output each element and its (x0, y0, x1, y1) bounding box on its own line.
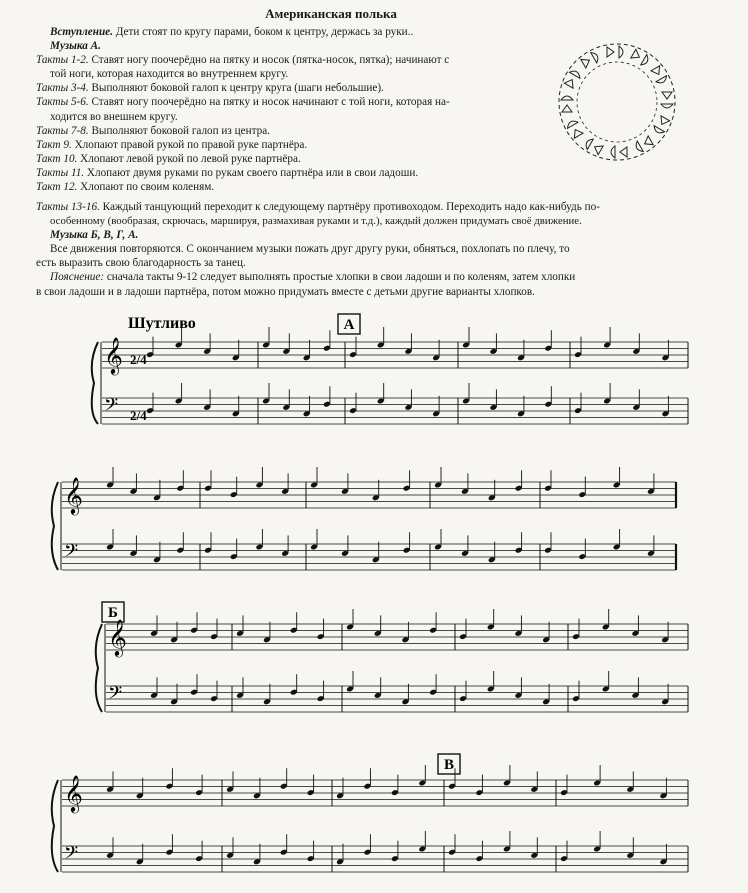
music-a-label: Музыка А. (50, 40, 101, 53)
dancer-d-shape (611, 146, 615, 158)
score-system-2 (0, 466, 748, 596)
treble-staff (62, 467, 676, 515)
dancer-triangle (592, 142, 603, 154)
dancer-triangle (651, 66, 663, 77)
tempo-marking: Шутливо (128, 315, 196, 332)
bar-line-7 (36, 166, 536, 180)
bar-line-5 (36, 138, 536, 152)
treble-clef-icon: 𝄞 (64, 477, 83, 513)
time-signature-treble: 2/4 (130, 352, 147, 367)
intro-text: Дети стоят по кругу парами, боком к центру, держась за руки.. (115, 26, 414, 38)
dancer-d-shape (634, 141, 643, 153)
treble-staff (62, 765, 688, 813)
dancer-triangle (620, 147, 627, 157)
bar-text: Хлопают левой рукой по левой руке партнёра. (80, 152, 301, 165)
bar-label: Такты 3-4. (36, 82, 89, 95)
dancer-pair (561, 96, 573, 112)
rehearsal-mark-b: Б (108, 605, 118, 621)
treble-clef-icon: 𝄞 (104, 337, 123, 373)
bar-text: Ставят ногу поочерёдно на пятку и носок (пятка-носок, пятка); начинают с (91, 54, 450, 67)
dancer-d-shape (619, 46, 623, 58)
bass-clef-icon: 𝄢 (64, 540, 79, 565)
repeat-line-cont: есть выразить свою благодарность за танец. (36, 257, 246, 270)
note-line-cont: в свои ладоши и в ладоши партнёра, потом можно придумать вместе с детьми другие варианты хлопков. (36, 285, 535, 298)
treble-clef-icon: 𝄞 (108, 619, 127, 655)
dancer-pair (634, 135, 654, 153)
brace (96, 624, 102, 712)
instructions-text-wide (36, 200, 702, 299)
bass-staff (106, 671, 688, 712)
bass-staff (62, 529, 676, 570)
score-system-4 (0, 752, 748, 893)
bar-text: Выполняют боковой галоп из центра. (91, 124, 270, 137)
bar-line-13-16 (36, 200, 702, 214)
score-system-3 (0, 600, 748, 732)
bass-staff (102, 383, 688, 424)
dancer-d-shape (661, 104, 673, 108)
dancer-d-shape (656, 76, 668, 85)
dancer-d-shape (561, 96, 573, 100)
repeat-line: Все движения повторяются. С окончанием музыки пожать друг другу руки, обняться, похлопать по плечу, то (50, 243, 570, 256)
bar-label: Такты 7-8. (36, 124, 89, 137)
dancer-triangle (631, 49, 642, 61)
bar-text: Каждый танцующий переходит к следующему партнёру противоходом. Переходить надо как-нибудь по- (102, 201, 600, 213)
dancer-d-shape (570, 69, 582, 78)
dancer-pair (580, 51, 600, 69)
brace (52, 780, 58, 872)
dancer-pair (566, 119, 584, 139)
bar-line-3-cont: ходится во внешнем кругу. (50, 110, 178, 123)
dancer-pair (630, 49, 650, 67)
bar-line-1 (36, 53, 536, 67)
brace (92, 342, 98, 424)
bar-line-6 (36, 152, 536, 166)
bar-line-8 (36, 180, 536, 194)
dancer-triangle (564, 77, 576, 88)
bar-line-4 (36, 124, 536, 138)
bass-clef-icon: 𝄢 (104, 394, 119, 419)
instructions-text (36, 6, 536, 194)
bar-label: Такты 1-2. (36, 54, 89, 67)
dancer-d-shape (566, 119, 578, 128)
intro-line (36, 25, 536, 39)
bass-staff (62, 831, 688, 872)
rehearsal-mark-v: В (443, 757, 455, 773)
bass-clef-icon: 𝄢 (64, 842, 79, 867)
music-a-heading (36, 39, 536, 53)
bar-label: Такты 5-6. (36, 96, 89, 109)
note-text: сначала такты 9-12 следует выполнять простые хлопки в свои ладоши и по коленям, затем хлопки (106, 271, 576, 284)
bar-line-1-cont: той ноги, которая находится во внутреннем кругу. (50, 68, 289, 81)
dance-circle-diagram (543, 28, 691, 176)
dancer-pair (661, 92, 673, 108)
bar-line-3 (36, 95, 536, 109)
bar-text: Хлопают по своим коленям. (80, 181, 215, 194)
bar-label: Такт 9. (36, 138, 72, 151)
dancer-pair (650, 65, 668, 85)
brace (52, 482, 58, 570)
page-title: Американская полька (265, 6, 397, 21)
dancer-triangle (607, 47, 614, 57)
score-system-1 (0, 306, 748, 440)
dancer-d-shape (641, 55, 650, 67)
dancer-triangle (657, 116, 669, 127)
bar-line-2 (36, 81, 536, 95)
bar-text: Хлопают двумя руками по рукам своего партнёра или в свои ладоши. (86, 166, 419, 179)
dancer-triangle (642, 136, 653, 148)
dancer-triangle (662, 92, 672, 99)
bar-text: Хлопают правой рукой по правой руке партнёра. (74, 138, 308, 151)
time-signature-bass: 2/4 (130, 408, 147, 423)
note-line (36, 270, 702, 284)
dancer-triangle (562, 105, 572, 112)
dancer-d-shape (652, 126, 664, 135)
intro-label: Вступление. (50, 26, 113, 38)
music-bvga-heading (36, 228, 702, 242)
treble-staff (102, 327, 688, 375)
dancer-triangle (581, 56, 592, 68)
bar-line-13-16-cont: особенному (вообразая, скрючась, маршируя, размахивая руками и т.д.), каждый должен придумать своё движение. (50, 215, 582, 228)
dancer-d-shape (591, 51, 600, 63)
dancer-pair (607, 46, 623, 58)
note-label: Пояснение: (50, 271, 105, 284)
treble-clef-icon: 𝄞 (64, 775, 83, 811)
bar-label: Такты 13-16. (36, 201, 100, 213)
bass-clef-icon: 𝄢 (108, 682, 123, 707)
dancer-pair-marks (561, 46, 673, 158)
dancer-d-shape (584, 137, 593, 149)
dancer-pair (652, 115, 670, 135)
dancer-pair (584, 137, 604, 155)
bar-label: Такты 11. (36, 166, 85, 179)
bar-text: Выполняют боковой галоп к центру круга (шаги небольшие). (91, 82, 384, 95)
bar-label: Такт 10. (36, 152, 78, 165)
treble-staff (106, 609, 688, 657)
music-bvga-label: Музыка Б, В, Г, А. (50, 229, 139, 242)
rehearsal-mark-a: A (343, 317, 355, 333)
dancer-pair (611, 146, 627, 158)
bar-text: Ставят ногу поочерёдно на пятку и носок начинают с той ноги, которая на- (91, 96, 450, 109)
bar-label: Такт 12. (36, 181, 78, 194)
dancer-pair (564, 69, 582, 89)
dancer-triangle (571, 127, 583, 138)
